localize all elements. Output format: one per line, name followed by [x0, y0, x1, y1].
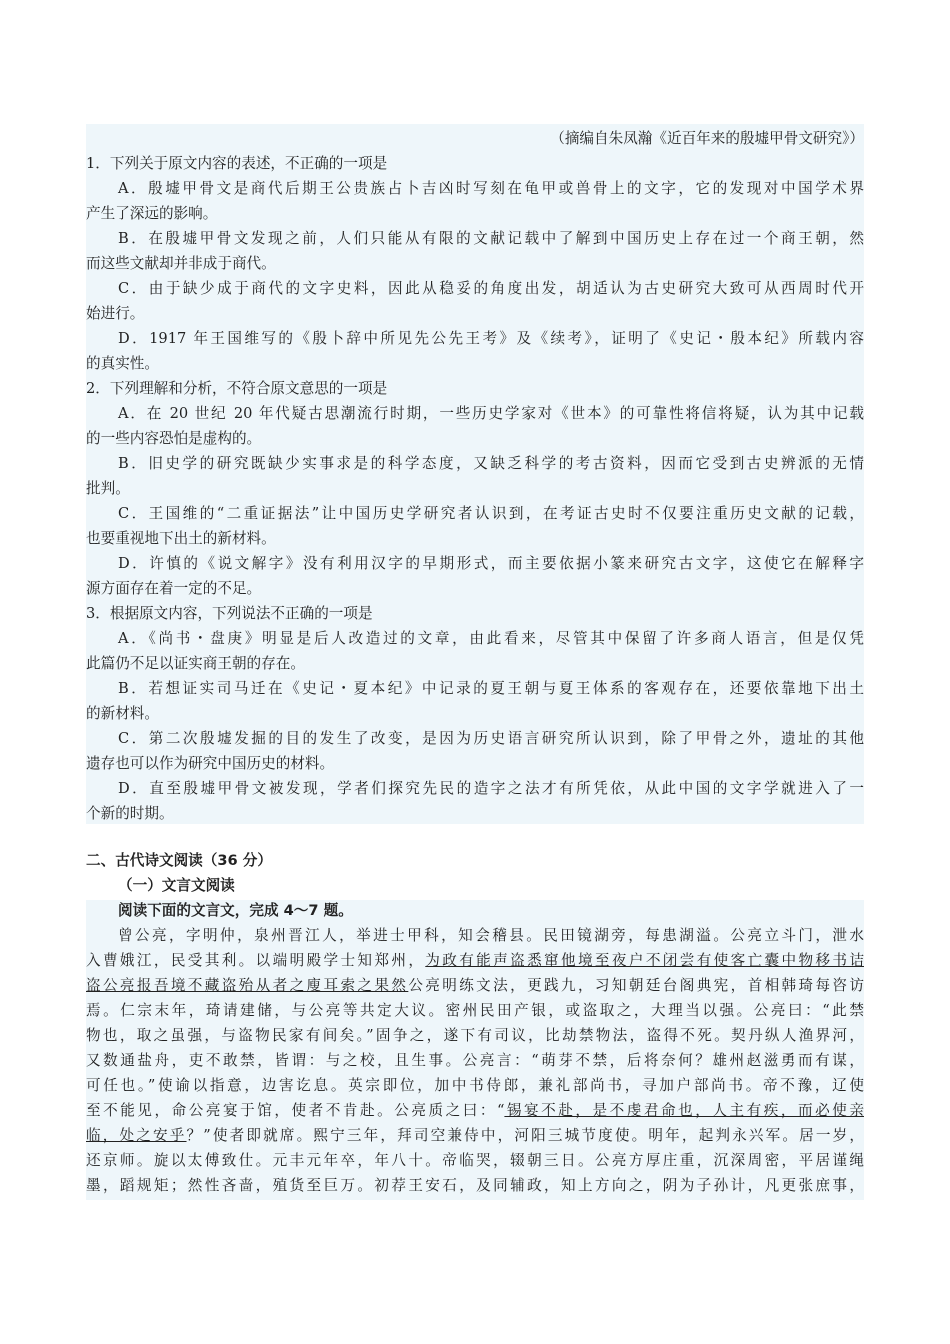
passage-text: 至不能见，命公亮宴于馆，使者不肯赴。公亮质之曰：“	[86, 1102, 505, 1119]
question-3-option-c-cont: 遗存也可以作为研究中国历史的材料。	[86, 755, 335, 772]
question-1-option-d: D．1917 年王国维写的《殷卜辞中所见先公先王考》及《续考》，证明了《史记・殷本纪》所载内容	[118, 330, 864, 347]
question-2-option-c: C．王国维的“二重证据法”让中国历史学研究者认识到，在考证古史时不仅要注重历史文献的记载，	[118, 505, 864, 522]
source-citation: （摘编自朱凤瀚《近百年来的殷墟甲骨文研究》）	[550, 130, 864, 147]
passage-line-2	[86, 948, 864, 973]
question-3-option-b: B．若想证实司马迁在《史记・夏本纪》中记录的夏王朝与夏王体系的客观存在，还要依靠地下出土	[118, 680, 864, 697]
question-2-option-a-cont: 的一些内容恐怕是虚构的。	[86, 430, 262, 447]
section-2-instruction: 阅读下面的文言文，完成 4～7 题。	[118, 902, 353, 919]
question-2-option-a: A．在 20 世纪 20 年代疑古思潮流行时期，一些历史学家对《世本》的可靠性将信将疑，认为其中记载	[118, 405, 864, 422]
section-2-subtitle: （一）文言文阅读	[118, 877, 235, 894]
underlined-sentence-cont: 盗公亮报吾境不藏盗殆从者之廋耳索之果然	[86, 977, 409, 994]
question-1-option-a-cont: 产生了深远的影响。	[86, 205, 218, 222]
question-2-option-c-cont: 也要重视地下出土的新材料。	[86, 530, 276, 547]
question-1-option-a: A．殷墟甲骨文是商代后期王公贵族占卜吉凶时写刻在龟甲或兽骨上的文字，它的发现对中国学术界	[118, 180, 864, 197]
section-2-title: 二、古代诗文阅读（36 分）	[86, 852, 272, 869]
passage-line-3	[86, 973, 864, 998]
underlined-sentence: 为政有能声盗悉窜他境至夜户不闭尝有使客亡囊中物移书诘	[425, 952, 864, 969]
question-2-option-d: D．许慎的《说文解字》没有利用汉字的早期形式，而主要依据小篆来研究古文字，这使它在解释字	[118, 555, 864, 572]
underlined-quote-cont: 临，处之安乎	[86, 1127, 187, 1144]
question-1-option-d-cont: 的真实性。	[86, 355, 159, 372]
question-3-option-d: D．直至殷墟甲骨文被发现，学者们探究先民的造字之法才有所凭依，从此中国的文字学就进入了一	[118, 780, 864, 797]
passage-line-4: 焉。仁宗末年，琦请建储，与公亮等共定大议。密州民田产银，或盗取之，大理当以强。公亮曰：“此禁	[86, 1002, 864, 1019]
passage-line-5: 物也，取之虽强，与盗物民家有间矣。”固争之，遂下有司议，比劫禁物法，盗得不死。契丹纵人渔界河，	[86, 1027, 864, 1044]
underlined-quote: 锡宴不赴，是不虔君命也，人主有疾，而必使亲	[504, 1102, 864, 1119]
question-2-option-b-cont: 批判。	[86, 480, 130, 497]
passage-text: 入曹娥江，民受其利。以端明殿学士知郑州，	[86, 952, 426, 969]
question-3-option-d-cont: 个新的时期。	[86, 805, 174, 822]
passage-line-6: 又数通盐舟，吏不敢禁，皆谓：与之校，且生事。公亮言：“萌芽不禁，后将奈何？雄州赵滋勇而有谋，	[86, 1052, 864, 1069]
question-3-option-a-cont: 此篇仍不足以证实商王朝的存在。	[86, 655, 305, 672]
passage-text: 公亮明练文法，更践九，习知朝廷台阁典宪，首相韩琦每咨访	[408, 977, 864, 994]
question-2-option-b: B．旧史学的研究既缺少实事求是的科学态度，又缺乏科学的考古资料，因而它受到古史辨派的无情	[118, 455, 864, 472]
question-1-option-b-cont: 而这些文献却并非成于商代。	[86, 255, 276, 272]
passage-line-1: 曾公亮，字明仲，泉州晋江人，举进士甲科，知会稽县。民田镜湖旁，每患湖溢。公亮立斗门，泄水	[118, 927, 864, 944]
passage-line-10: 还京师。旋以太傅致仕。元丰元年卒，年八十。帝临哭，辍朝三日。公亮方厚庄重，沉深周密，平居谨绳	[86, 1152, 864, 1169]
passage-line-8	[86, 1098, 864, 1123]
question-1-stem: 1．下列关于原文内容的表述，不正确的一项是	[86, 155, 388, 172]
question-1-option-c: C．由于缺少成于商代的文字史料，因此从稳妥的角度出发，胡适认为古史研究大致可从西周时代开	[118, 280, 864, 297]
question-1-option-b: B．在殷墟甲骨文发现之前，人们只能从有限的文献记载中了解到中国历史上存在过一个商王朝，然	[118, 230, 864, 247]
question-2-stem: 2．下列理解和分析，不符合原文意思的一项是	[86, 380, 388, 397]
question-3-stem: 3．根据原文内容，下列说法不正确的一项是	[86, 605, 373, 622]
passage-line-11: 墨，蹈规矩；然性吝啬，殖货至巨万。初荐王安石，及同辅政，知上方向之，阴为子孙计，凡更张庶事，	[86, 1177, 864, 1194]
passage-text: ？”使者即就席。熙宁三年，拜司空兼侍中，河阳三城节度使。明年，起判永兴军。居一岁，	[186, 1127, 864, 1144]
passage-line-7: 可任也。”使谕以指意，边害讫息。英宗即位，加中书侍郎，兼礼部尚书，寻加户部尚书。帝不豫，辽使	[86, 1077, 864, 1094]
question-3-option-a: A．《尚书・盘庚》明显是后人改造过的文章，由此看来，尽管其中保留了许多商人语言，但是仅凭	[118, 630, 864, 647]
question-3-option-b-cont: 的新材料。	[86, 705, 159, 722]
question-2-option-d-cont: 源方面存在着一定的不足。	[86, 580, 262, 597]
question-3-option-c: C．第二次殷墟发掘的目的发生了改变，是因为历史语言研究所认识到，除了甲骨之外，遗址的其他	[118, 730, 864, 747]
question-1-option-c-cont: 始进行。	[86, 305, 145, 322]
passage-line-9	[86, 1123, 864, 1148]
